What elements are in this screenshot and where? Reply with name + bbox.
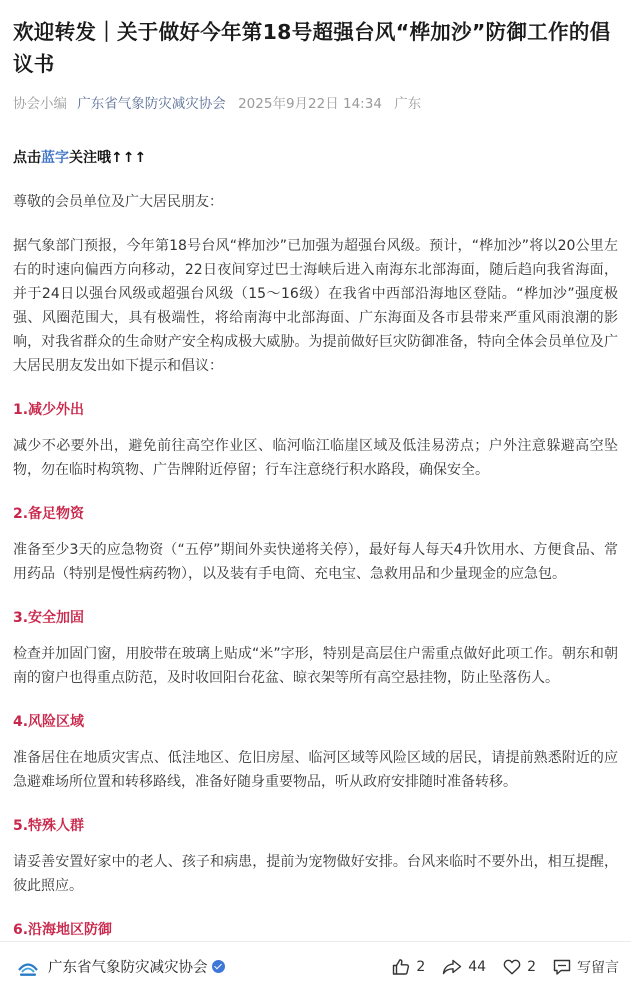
article-meta [13, 92, 618, 112]
comment-button[interactable] [552, 957, 619, 977]
section-body: 减少不必要外出，避免前往高空作业区、临河临江临崖区域及低洼易涝点；户外注意躲避高空坠物，勿在临时构筑物、广告牌附近停留；行车注意绕行积水路段，确保安全。 [13, 438, 618, 478]
share-count: 44 [468, 958, 487, 975]
section-body: 请妥善安置好家中的老人、孩子和病患，提前为宠物做好安排。台风来临时不要外出，相互提醒，彼此照应。 [13, 854, 618, 894]
like-button[interactable] [391, 957, 425, 977]
section-heading: 2.备足物资 [13, 506, 85, 522]
section-heading: 6.沿海地区防御 [13, 922, 113, 938]
thumbs-up-icon [391, 957, 411, 977]
like-count: 2 [416, 958, 426, 975]
publish-datetime: 2025年9月22日 14:34 [238, 96, 382, 112]
publish-location: 广东 [394, 96, 422, 112]
action-group [375, 957, 619, 977]
account-logo-icon[interactable] [16, 955, 40, 979]
section-heading: 1.减少外出 [13, 402, 85, 418]
follow-link[interactable]: 蓝字 [41, 150, 69, 166]
account-link[interactable]: 广东省气象防灾减灾协会 [77, 96, 226, 112]
author-name: 协会小编 [13, 96, 67, 112]
intro-paragraph: 据气象部门预报，今年第18号台风“桦加沙”已加强为超强台风级。预计，“桦加沙”将以20公里左右的时速向偏西方向移动，22日夜间穿过巴士海峡后进入南海东北部海面，随后趋向我省海面，并于24日以强台风级或超强台风级（15～16级）在我省中西部沿海地区登陆。“桦加沙”强度极强、风圈范围大，具有极端性，将给南海中北部海面、广东海面及各市县带来严重风雨浪潮的影响，对我省群众的生命财产安全构成极大威胁。为提前做好巨灾防御准备，特向全体会员单位及广大居民朋友发出如下提示和倡议： [13, 238, 618, 374]
follow-suffix: 关注哦↑↑↑ [69, 150, 147, 166]
section-body: 准备居住在地质灾害点、低洼地区、危旧房屋、临河区域等风险区域的居民，请提前熟悉附近的应急避难场所位置和转移路线，准备好随身重要物品，听从政府安排随时准备转移。 [13, 750, 618, 790]
follow-prompt [13, 146, 618, 170]
section-heading: 3.安全加固 [13, 610, 85, 626]
article-title: 欢迎转发｜关于做好今年第18号超强台风“桦加沙”防御工作的倡议书 [13, 20, 611, 76]
share-icon [441, 957, 463, 977]
article-content [13, 146, 618, 941]
section-heading: 5.特殊人群 [13, 818, 85, 834]
greeting: 尊敬的会员单位及广大居民朋友： [13, 194, 223, 210]
heart-icon [502, 957, 522, 977]
favorite-count: 2 [527, 958, 536, 975]
share-button[interactable] [441, 957, 486, 977]
bottom-account-label: 广东省气象防灾减灾协会 [48, 960, 208, 976]
verified-icon [212, 960, 225, 973]
section-heading: 4.风险区域 [13, 714, 85, 730]
favorite-button[interactable] [502, 957, 536, 977]
bottom-account-name[interactable] [48, 956, 225, 977]
follow-prefix: 点击 [13, 150, 41, 166]
bottom-bar [0, 941, 631, 991]
comment-label: 写留言 [577, 959, 619, 976]
comment-icon [552, 957, 572, 977]
section-body: 准备至少3天的应急物资（“五停”期间外卖快递将关停），最好每人每天4升饮用水、方便食品、常用药品（特别是慢性病药物），以及装有手电筒、充电宝、急救用品和少量现金的应急包。 [13, 542, 618, 582]
section-body: 检查并加固门窗，用胶带在玻璃上贴成“米”字形，特别是高层住户需重点做好此项工作。朝东和朝南的窗户也得重点防范，及时收回阳台花盆、晾衣架等所有高空悬挂物，防止坠落伤人。 [13, 646, 618, 686]
